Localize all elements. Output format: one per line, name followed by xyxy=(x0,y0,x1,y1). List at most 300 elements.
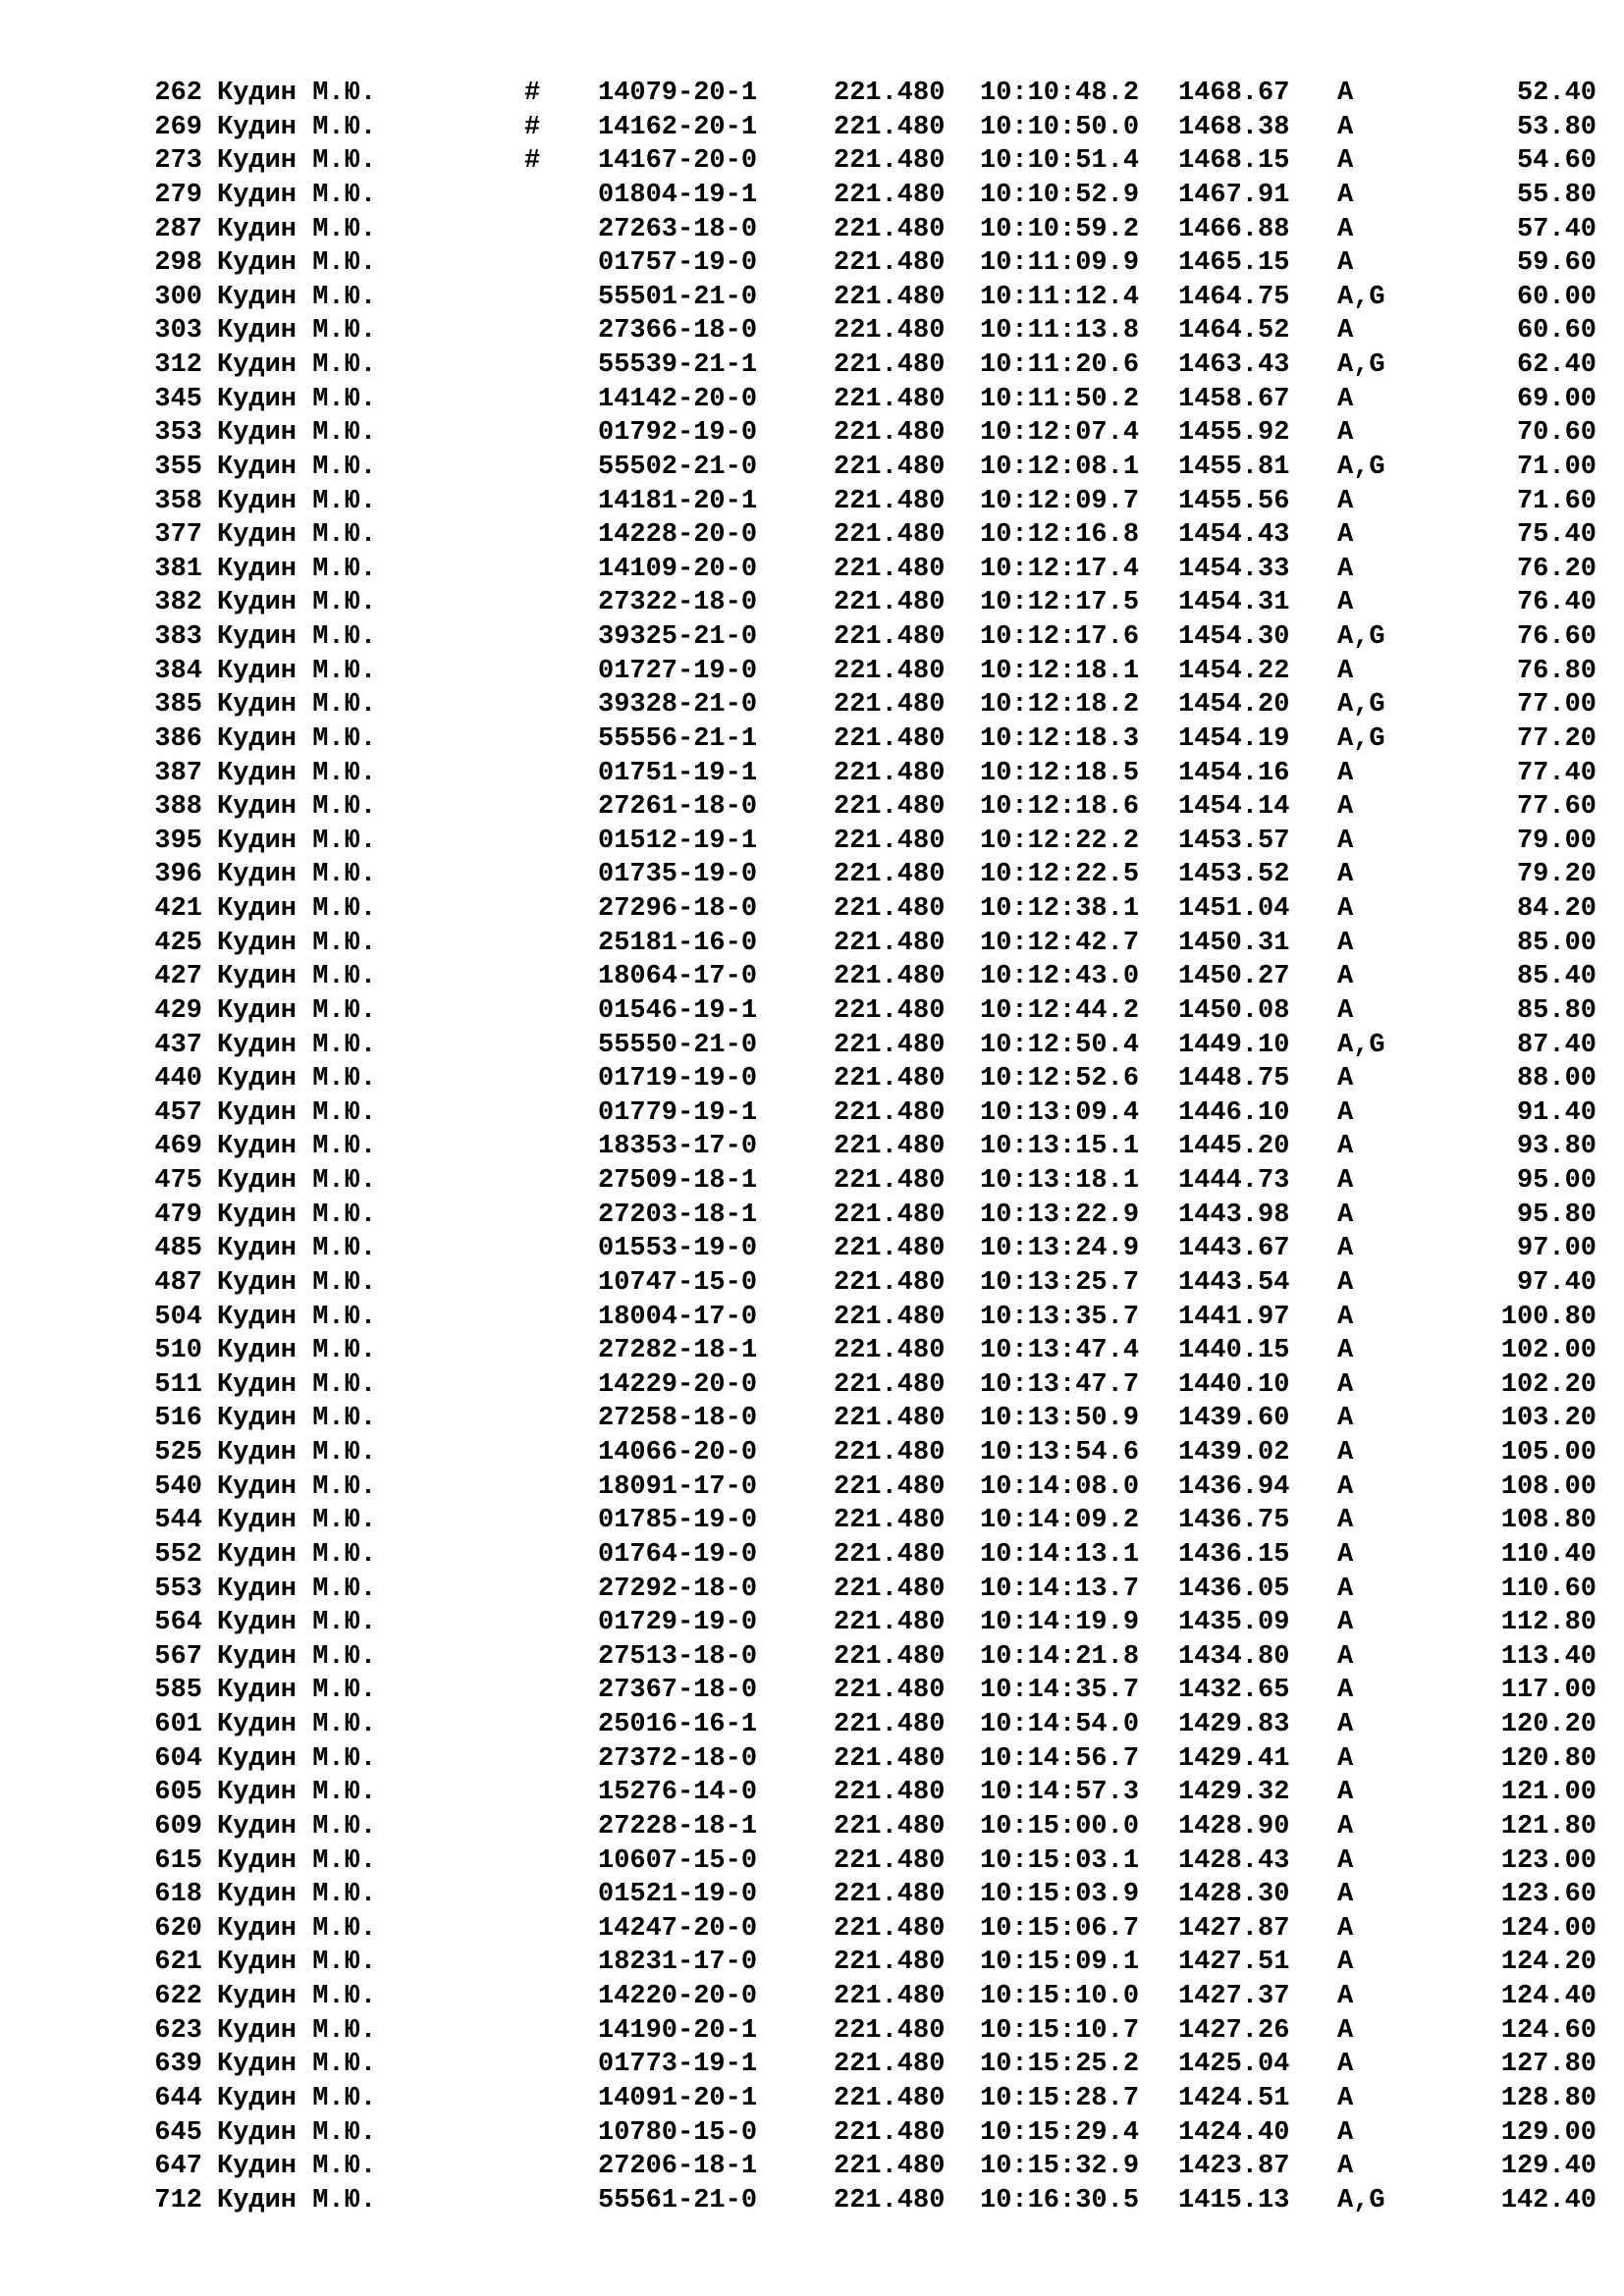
table-row xyxy=(0,1368,1624,1403)
row-number: 440 xyxy=(154,1064,202,1095)
row-number: 387 xyxy=(154,758,202,788)
measurement-value: 1466.88 xyxy=(1178,214,1290,244)
result-value: 60.00 xyxy=(1516,282,1597,312)
timestamp: 10:12:18.5 xyxy=(980,758,1140,788)
result-value: 120.20 xyxy=(1500,1710,1597,1739)
table-row xyxy=(0,825,1624,859)
measurement-value: 1440.15 xyxy=(1178,1336,1290,1366)
result-value: 124.20 xyxy=(1500,1948,1597,1978)
result-value: 103.20 xyxy=(1500,1404,1597,1434)
frequency-value: 221.480 xyxy=(834,1097,946,1128)
operator-name: Кудин М.Ю. xyxy=(217,1743,377,1774)
row-number: 618 xyxy=(154,1880,202,1910)
result-value: 97.00 xyxy=(1516,1234,1597,1264)
record-id: 15276-14-0 xyxy=(598,1778,758,1808)
frequency-value: 221.480 xyxy=(834,1506,946,1536)
operator-name: Кудин М.Ю. xyxy=(217,1641,377,1672)
flag-code: A xyxy=(1337,112,1354,142)
flag-code: A xyxy=(1337,792,1354,823)
measurement-value: 1450.08 xyxy=(1178,995,1290,1026)
result-value: 108.00 xyxy=(1500,1471,1597,1502)
result-value: 102.00 xyxy=(1500,1336,1597,1366)
frequency-value: 221.480 xyxy=(834,2050,946,2080)
record-id: 55502-21-0 xyxy=(598,452,758,482)
timestamp: 10:13:47.7 xyxy=(980,1369,1140,1400)
operator-name: Кудин М.Ю. xyxy=(217,146,377,177)
timestamp: 10:10:52.9 xyxy=(980,180,1140,210)
timestamp: 10:12:52.6 xyxy=(980,1064,1140,1095)
frequency-value: 221.480 xyxy=(834,554,946,584)
table-row xyxy=(0,655,1624,689)
measurement-value: 1427.51 xyxy=(1178,1948,1290,1978)
frequency-value: 221.480 xyxy=(834,1166,946,1196)
frequency-value: 221.480 xyxy=(834,2015,946,2046)
flag-code: A xyxy=(1337,1811,1354,1842)
timestamp: 10:14:13.7 xyxy=(980,1574,1140,1604)
flag-code: A xyxy=(1337,1574,1354,1604)
measurement-value: 1450.27 xyxy=(1178,962,1290,992)
frequency-value: 221.480 xyxy=(834,758,946,788)
table-row xyxy=(0,1708,1624,1742)
frequency-value: 221.480 xyxy=(834,2185,946,2216)
record-id: 14181-20-1 xyxy=(598,486,758,516)
timestamp: 10:11:20.6 xyxy=(980,350,1140,380)
table-row xyxy=(0,1844,1624,1879)
timestamp: 10:12:08.1 xyxy=(980,452,1140,482)
flag-code: A xyxy=(1337,1743,1354,1774)
flag-code: A xyxy=(1337,826,1354,856)
record-id: 27367-18-0 xyxy=(598,1676,758,1706)
record-id: 14220-20-0 xyxy=(598,1982,758,2011)
timestamp: 10:12:18.6 xyxy=(980,792,1140,823)
table-row xyxy=(0,1232,1624,1266)
frequency-value: 221.480 xyxy=(834,1778,946,1808)
operator-name: Кудин М.Ю. xyxy=(217,1574,377,1604)
operator-name: Кудин М.Ю. xyxy=(217,1234,377,1264)
row-number: 615 xyxy=(154,1845,202,1876)
row-number: 457 xyxy=(154,1097,202,1128)
result-value: 70.60 xyxy=(1516,418,1597,449)
row-number: 564 xyxy=(154,1608,202,1638)
row-number: 647 xyxy=(154,2152,202,2182)
row-number: 279 xyxy=(154,180,202,210)
record-id: 27322-18-0 xyxy=(598,588,758,618)
operator-name: Кудин М.Ю. xyxy=(217,1064,377,1095)
operator-name: Кудин М.Ю. xyxy=(217,1710,377,1739)
record-id: 18231-17-0 xyxy=(598,1948,758,1978)
frequency-value: 221.480 xyxy=(834,1539,946,1570)
frequency-value: 221.480 xyxy=(834,486,946,516)
measurement-value: 1441.97 xyxy=(1178,1302,1290,1332)
record-id: 01764-19-0 xyxy=(598,1539,758,1570)
record-id: 01804-19-1 xyxy=(598,180,758,210)
record-id: 01792-19-0 xyxy=(598,418,758,449)
timestamp: 10:15:10.0 xyxy=(980,1982,1140,2011)
result-value: 102.20 xyxy=(1500,1369,1597,1400)
record-id: 25181-16-0 xyxy=(598,928,758,958)
row-number: 386 xyxy=(154,723,202,754)
flag-code: A xyxy=(1337,1880,1354,1910)
log-table xyxy=(0,77,1624,2217)
timestamp: 10:12:43.0 xyxy=(980,962,1140,992)
flag-code: A xyxy=(1337,1166,1354,1196)
operator-name: Кудин М.Ю. xyxy=(217,2050,377,2080)
flag-code: A xyxy=(1337,316,1354,347)
measurement-value: 1450.31 xyxy=(1178,928,1290,958)
record-id: 55561-21-0 xyxy=(598,2185,758,2216)
flag-code: A xyxy=(1337,520,1354,551)
timestamp: 10:12:18.2 xyxy=(980,690,1140,721)
result-value: 85.00 xyxy=(1516,928,1597,958)
operator-name: Кудин М.Ю. xyxy=(217,112,377,142)
flag-code: A xyxy=(1337,486,1354,516)
result-value: 85.40 xyxy=(1516,962,1597,992)
flag-code: A,G xyxy=(1337,350,1385,380)
flag-code: A xyxy=(1337,758,1354,788)
record-id: 27228-18-1 xyxy=(598,1811,758,1842)
flag-code: A xyxy=(1337,1438,1354,1468)
result-value: 52.40 xyxy=(1516,79,1597,108)
measurement-value: 1454.20 xyxy=(1178,690,1290,721)
measurement-value: 1444.73 xyxy=(1178,1166,1290,1196)
table-row xyxy=(0,892,1624,927)
result-value: 77.60 xyxy=(1516,792,1597,823)
frequency-value: 221.480 xyxy=(834,962,946,992)
record-id: 01785-19-0 xyxy=(598,1506,758,1536)
flag-code: A xyxy=(1337,1913,1354,1944)
row-number: 504 xyxy=(154,1302,202,1332)
row-number: 383 xyxy=(154,622,202,652)
frequency-value: 221.480 xyxy=(834,2152,946,2182)
operator-name: Кудин М.Ю. xyxy=(217,1811,377,1842)
flag-code: A xyxy=(1337,1404,1354,1434)
result-value: 100.80 xyxy=(1500,1302,1597,1332)
result-value: 77.20 xyxy=(1516,723,1597,754)
record-id: 27282-18-1 xyxy=(598,1336,758,1366)
table-row xyxy=(0,586,1624,620)
record-id: 10607-15-0 xyxy=(598,1845,758,1876)
operator-name: Кудин М.Ю. xyxy=(217,2117,377,2148)
flag-code: A xyxy=(1337,1676,1354,1706)
result-value: 76.60 xyxy=(1516,622,1597,652)
flag-code: A xyxy=(1337,1710,1354,1739)
result-value: 62.40 xyxy=(1516,350,1597,380)
operator-name: Кудин М.Ю. xyxy=(217,1404,377,1434)
table-row xyxy=(0,2184,1624,2218)
table-row xyxy=(0,1096,1624,1131)
row-number: 303 xyxy=(154,316,202,347)
result-value: 84.20 xyxy=(1516,894,1597,924)
flag-code: A xyxy=(1337,1369,1354,1400)
timestamp: 10:12:16.8 xyxy=(980,520,1140,551)
frequency-value: 221.480 xyxy=(834,860,946,890)
frequency-value: 221.480 xyxy=(834,1948,946,1978)
measurement-value: 1424.40 xyxy=(1178,2117,1290,2148)
operator-name: Кудин М.Ю. xyxy=(217,723,377,754)
frequency-value: 221.480 xyxy=(834,1234,946,1264)
flag-code: A xyxy=(1337,1302,1354,1332)
record-id: 01779-19-1 xyxy=(598,1097,758,1128)
row-number: 384 xyxy=(154,656,202,686)
frequency-value: 221.480 xyxy=(834,1641,946,1672)
row-number: 516 xyxy=(154,1404,202,1434)
record-id: 18353-17-0 xyxy=(598,1132,758,1162)
table-row xyxy=(0,213,1624,247)
measurement-value: 1468.15 xyxy=(1178,146,1290,177)
result-value: 124.40 xyxy=(1500,1982,1597,2011)
record-id: 01521-19-0 xyxy=(598,1880,758,1910)
row-number: 396 xyxy=(154,860,202,890)
frequency-value: 221.480 xyxy=(834,1676,946,1706)
operator-name: Кудин М.Ю. xyxy=(217,792,377,823)
operator-name: Кудин М.Ю. xyxy=(217,1845,377,1876)
frequency-value: 221.480 xyxy=(834,1438,946,1468)
row-number: 510 xyxy=(154,1336,202,1366)
result-value: 88.00 xyxy=(1516,1064,1597,1095)
measurement-value: 1448.75 xyxy=(1178,1064,1290,1095)
frequency-value: 221.480 xyxy=(834,1302,946,1332)
flag-code: A xyxy=(1337,1336,1354,1366)
operator-name: Кудин М.Ю. xyxy=(217,180,377,210)
table-row xyxy=(0,757,1624,791)
measurement-value: 1427.37 xyxy=(1178,1982,1290,2011)
operator-name: Кудин М.Ю. xyxy=(217,316,377,347)
measurement-value: 1443.54 xyxy=(1178,1267,1290,1298)
table-row xyxy=(0,1266,1624,1301)
operator-name: Кудин М.Ю. xyxy=(217,1608,377,1638)
hash-mark: # xyxy=(524,79,541,108)
table-row xyxy=(0,1538,1624,1573)
result-value: 110.60 xyxy=(1500,1574,1597,1604)
record-id: 39328-21-0 xyxy=(598,690,758,721)
operator-name: Кудин М.Ю. xyxy=(217,894,377,924)
result-value: 142.40 xyxy=(1500,2185,1597,2216)
flag-code: A xyxy=(1337,180,1354,210)
record-id: 14079-20-1 xyxy=(598,79,758,108)
timestamp: 10:15:03.1 xyxy=(980,1845,1140,1876)
record-id: 27258-18-0 xyxy=(598,1404,758,1434)
measurement-value: 1425.04 xyxy=(1178,2050,1290,2080)
flag-code: A xyxy=(1337,146,1354,177)
measurement-value: 1428.30 xyxy=(1178,1880,1290,1910)
row-number: 622 xyxy=(154,1982,202,2011)
result-value: 124.60 xyxy=(1500,2015,1597,2046)
result-value: 129.00 xyxy=(1500,2117,1597,2148)
frequency-value: 221.480 xyxy=(834,316,946,347)
result-value: 121.80 xyxy=(1500,1811,1597,1842)
operator-name: Кудин М.Ю. xyxy=(217,1438,377,1468)
measurement-value: 1427.87 xyxy=(1178,1913,1290,1944)
row-number: 604 xyxy=(154,1743,202,1774)
row-number: 358 xyxy=(154,486,202,516)
frequency-value: 221.480 xyxy=(834,79,946,108)
record-id: 14109-20-0 xyxy=(598,554,758,584)
timestamp: 10:15:29.4 xyxy=(980,2117,1140,2148)
row-number: 544 xyxy=(154,1506,202,1536)
result-value: 76.40 xyxy=(1516,588,1597,618)
result-value: 123.60 xyxy=(1500,1880,1597,1910)
timestamp: 10:13:50.9 xyxy=(980,1404,1140,1434)
record-id: 27372-18-0 xyxy=(598,1743,758,1774)
frequency-value: 221.480 xyxy=(834,384,946,414)
record-id: 18004-17-0 xyxy=(598,1302,758,1332)
operator-name: Кудин М.Ю. xyxy=(217,1336,377,1366)
measurement-value: 1424.51 xyxy=(1178,2083,1290,2113)
record-id: 01727-19-0 xyxy=(598,656,758,686)
record-id: 01751-19-1 xyxy=(598,758,758,788)
table-row xyxy=(0,620,1624,655)
table-row xyxy=(0,1776,1624,1810)
operator-name: Кудин М.Ю. xyxy=(217,1369,377,1400)
operator-name: Кудин М.Ю. xyxy=(217,1982,377,2011)
result-value: 77.00 xyxy=(1516,690,1597,721)
operator-name: Кудин М.Ю. xyxy=(217,860,377,890)
timestamp: 10:12:38.1 xyxy=(980,894,1140,924)
frequency-value: 221.480 xyxy=(834,146,946,177)
table-row xyxy=(0,960,1624,994)
row-number: 385 xyxy=(154,690,202,721)
operator-name: Кудин М.Ю. xyxy=(217,1676,377,1706)
table-row xyxy=(0,1674,1624,1708)
record-id: 01773-19-1 xyxy=(598,2050,758,2080)
table-row xyxy=(0,1606,1624,1640)
measurement-value: 1454.30 xyxy=(1178,622,1290,652)
frequency-value: 221.480 xyxy=(834,588,946,618)
record-id: 01729-19-0 xyxy=(598,1608,758,1638)
record-id: 55501-21-0 xyxy=(598,282,758,312)
frequency-value: 221.480 xyxy=(834,1574,946,1604)
flag-code: A xyxy=(1337,1267,1354,1298)
operator-name: Кудин М.Ю. xyxy=(217,656,377,686)
flag-code: A xyxy=(1337,1948,1354,1978)
measurement-value: 1467.91 xyxy=(1178,180,1290,210)
frequency-value: 221.480 xyxy=(834,1811,946,1842)
row-number: 427 xyxy=(154,962,202,992)
operator-name: Кудин М.Ю. xyxy=(217,1200,377,1230)
result-value: 95.80 xyxy=(1516,1200,1597,1230)
measurement-value: 1465.15 xyxy=(1178,248,1290,279)
timestamp: 10:15:25.2 xyxy=(980,2050,1140,2080)
timestamp: 10:10:59.2 xyxy=(980,214,1140,244)
record-id: 27261-18-0 xyxy=(598,792,758,823)
measurement-value: 1449.10 xyxy=(1178,1030,1290,1060)
operator-name: Кудин М.Ю. xyxy=(217,1471,377,1502)
row-number: 475 xyxy=(154,1166,202,1196)
flag-code: A,G xyxy=(1337,452,1385,482)
frequency-value: 221.480 xyxy=(834,1880,946,1910)
result-value: 108.80 xyxy=(1500,1506,1597,1536)
timestamp: 10:14:13.1 xyxy=(980,1539,1140,1570)
row-number: 353 xyxy=(154,418,202,449)
table-row xyxy=(0,485,1624,519)
flag-code: A xyxy=(1337,1641,1354,1672)
table-row xyxy=(0,858,1624,892)
timestamp: 10:12:09.7 xyxy=(980,486,1140,516)
record-id: 14167-20-0 xyxy=(598,146,758,177)
measurement-value: 1429.32 xyxy=(1178,1778,1290,1808)
table-row xyxy=(0,2082,1624,2116)
frequency-value: 221.480 xyxy=(834,1608,946,1638)
measurement-value: 1451.04 xyxy=(1178,894,1290,924)
timestamp: 10:13:54.6 xyxy=(980,1438,1140,1468)
table-row xyxy=(0,994,1624,1029)
operator-name: Кудин М.Ю. xyxy=(217,928,377,958)
row-number: 605 xyxy=(154,1778,202,1808)
measurement-value: 1423.87 xyxy=(1178,2152,1290,2182)
operator-name: Кудин М.Ю. xyxy=(217,622,377,652)
frequency-value: 221.480 xyxy=(834,1369,946,1400)
frequency-value: 221.480 xyxy=(834,520,946,551)
flag-code: A xyxy=(1337,1608,1354,1638)
row-number: 381 xyxy=(154,554,202,584)
result-value: 79.20 xyxy=(1516,860,1597,890)
record-id: 27203-18-1 xyxy=(598,1200,758,1230)
row-number: 355 xyxy=(154,452,202,482)
row-number: 395 xyxy=(154,826,202,856)
measurement-value: 1432.65 xyxy=(1178,1676,1290,1706)
timestamp: 10:14:35.7 xyxy=(980,1676,1140,1706)
table-row xyxy=(0,246,1624,281)
measurement-value: 1464.75 xyxy=(1178,282,1290,312)
result-value: 93.80 xyxy=(1516,1132,1597,1162)
result-value: 127.80 xyxy=(1500,2050,1597,2080)
operator-name: Кудин М.Ю. xyxy=(217,418,377,449)
row-number: 479 xyxy=(154,1200,202,1230)
table-row xyxy=(0,1029,1624,1063)
flag-code: A,G xyxy=(1337,2185,1385,2216)
table-row xyxy=(0,722,1624,757)
record-id: 39325-21-0 xyxy=(598,622,758,652)
frequency-value: 221.480 xyxy=(834,1030,946,1060)
result-value: 71.60 xyxy=(1516,486,1597,516)
measurement-value: 1440.10 xyxy=(1178,1369,1290,1400)
timestamp: 10:12:42.7 xyxy=(980,928,1140,958)
measurement-value: 1453.52 xyxy=(1178,860,1290,890)
row-number: 645 xyxy=(154,2117,202,2148)
table-row xyxy=(0,1402,1624,1436)
row-number: 609 xyxy=(154,1811,202,1842)
flag-code: A xyxy=(1337,2015,1354,2046)
flag-code: A xyxy=(1337,894,1354,924)
result-value: 79.00 xyxy=(1516,826,1597,856)
result-value: 110.40 xyxy=(1500,1539,1597,1570)
row-number: 712 xyxy=(154,2185,202,2216)
record-id: 01735-19-0 xyxy=(598,860,758,890)
row-number: 639 xyxy=(154,2050,202,2080)
operator-name: Кудин М.Ю. xyxy=(217,1880,377,1910)
table-row xyxy=(0,1199,1624,1233)
flag-code: A xyxy=(1337,656,1354,686)
timestamp: 10:16:30.5 xyxy=(980,2185,1140,2216)
measurement-value: 1439.60 xyxy=(1178,1404,1290,1434)
measurement-value: 1455.56 xyxy=(1178,486,1290,516)
operator-name: Кудин М.Ю. xyxy=(217,248,377,279)
flag-code: A xyxy=(1337,995,1354,1026)
row-number: 552 xyxy=(154,1539,202,1570)
result-value: 76.20 xyxy=(1516,554,1597,584)
operator-name: Кудин М.Ю. xyxy=(217,452,377,482)
row-number: 425 xyxy=(154,928,202,958)
row-number: 312 xyxy=(154,350,202,380)
result-value: 87.40 xyxy=(1516,1030,1597,1060)
frequency-value: 221.480 xyxy=(834,214,946,244)
record-id: 27206-18-1 xyxy=(598,2152,758,2182)
result-value: 97.40 xyxy=(1516,1267,1597,1298)
measurement-value: 1439.02 xyxy=(1178,1438,1290,1468)
row-number: 623 xyxy=(154,2015,202,2046)
row-number: 437 xyxy=(154,1030,202,1060)
row-number: 300 xyxy=(154,282,202,312)
